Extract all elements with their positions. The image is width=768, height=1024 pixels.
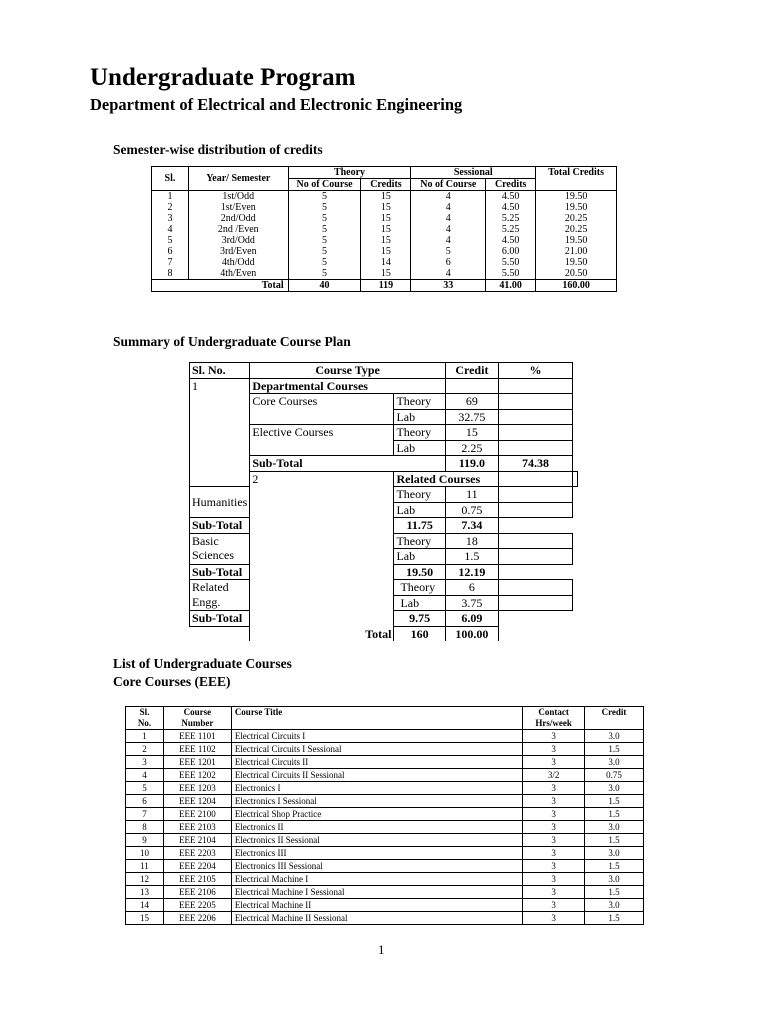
cell-course-title: Electrical Circuits II Sessional <box>231 769 522 782</box>
subtotal-label: Sub-Total <box>190 518 394 534</box>
cell-course-title: Electronics III <box>231 847 522 860</box>
table-row <box>126 743 644 756</box>
table-header-row <box>152 167 617 179</box>
total-row <box>152 280 617 292</box>
table-row <box>152 268 617 280</box>
semester-credits-table <box>151 166 617 292</box>
cell-sessional-no-of-course: 4 <box>411 235 486 246</box>
course-plan-summary-table <box>189 362 578 641</box>
table-row <box>152 235 617 246</box>
cell-year-semester: 3rd/Odd <box>188 235 288 246</box>
cell-sl: 5 <box>152 235 189 246</box>
cell-course-title: Electronics II <box>231 821 522 834</box>
total-theory-no-of-course: 40 <box>288 280 361 292</box>
cell-sessional-credits: 4.50 <box>486 202 536 213</box>
cell-contact-hrs: 3 <box>523 886 585 899</box>
cell-theory-credits: 15 <box>361 246 411 257</box>
header-contact-line2: Hrs/week <box>535 718 572 728</box>
cell-sessional-no-of-course: 4 <box>411 224 486 235</box>
cell-course-number: EEE 1203 <box>163 782 231 795</box>
cell-theory-no-of-course: 5 <box>288 246 361 257</box>
group-sl: 2 <box>250 471 394 641</box>
cell-contact-hrs: 3 <box>523 756 585 769</box>
cell-credit: 3.0 <box>585 730 644 743</box>
subtotal-credit: 19.50 <box>394 564 445 580</box>
cell-credit: 3.0 <box>585 847 644 860</box>
total-total-credits: 160.00 <box>536 280 617 292</box>
total-theory-credits: 119 <box>361 280 411 292</box>
cell-sl-no: 11 <box>126 860 164 873</box>
credit-value: 0.75 <box>445 502 498 518</box>
cell-total-credits: 19.50 <box>536 202 617 213</box>
cell-course-number: EEE 1202 <box>163 769 231 782</box>
cell-theory-credits: 15 <box>361 224 411 235</box>
cell-theory-no-of-course: 5 <box>288 202 361 213</box>
cell-sessional-credits: 5.25 <box>486 213 536 224</box>
cell-contact-hrs: 3 <box>523 743 585 756</box>
table-row <box>126 899 644 912</box>
credit-value: 69 <box>445 394 498 410</box>
total-credit: 160 <box>394 626 445 641</box>
course-category-label: Related Engg. <box>190 580 250 611</box>
cell-sl-no: 8 <box>126 821 164 834</box>
total-sessional-no-of-course: 33 <box>411 280 486 292</box>
cell-sessional-no-of-course: 4 <box>411 213 486 224</box>
cell-sl-no: 4 <box>126 769 164 782</box>
header-theory-no-of-course: No of Course <box>288 179 361 191</box>
subtotal-credit: 9.75 <box>394 611 445 627</box>
header-sl-line1: Sl. <box>139 707 150 717</box>
cell-sl-no: 3 <box>126 756 164 769</box>
cell-contact-hrs: 3 <box>523 795 585 808</box>
cell-sessional-credits: 6.00 <box>486 246 536 257</box>
subtotal-row <box>190 611 578 627</box>
theory-label: Theory <box>394 394 445 410</box>
table-row <box>126 769 644 782</box>
cell-credit: 1.5 <box>585 860 644 873</box>
cell-sessional-no-of-course: 5 <box>411 246 486 257</box>
cell-credit: 1.5 <box>585 834 644 847</box>
table-row <box>152 224 617 235</box>
cell-course-number: EEE 2104 <box>163 834 231 847</box>
cell-sessional-no-of-course: 4 <box>411 268 486 280</box>
header-credit: Credit <box>585 707 644 730</box>
page-subtitle: Department of Electrical and Electronic Engineering <box>90 95 463 114</box>
cell-course-number: EEE 2205 <box>163 899 231 912</box>
cell-year-semester: 3rd/Even <box>188 246 288 257</box>
cell-theory-no-of-course: 5 <box>288 268 361 280</box>
header-contact-hrs <box>523 707 585 730</box>
table-row <box>152 257 617 268</box>
subtotal-credit: 119.0 <box>445 456 498 472</box>
credit-value: 11 <box>445 487 498 503</box>
cell-course-title: Electrical Circuits II <box>231 756 522 769</box>
table-row <box>152 213 617 224</box>
header-sessional-no-of-course: No of Course <box>411 179 486 191</box>
course-category-label: Basic Sciences <box>190 533 250 564</box>
cell-sessional-no-of-course: 4 <box>411 202 486 213</box>
cell-sessional-no-of-course: 4 <box>411 191 486 203</box>
cell-sl-no: 1 <box>126 730 164 743</box>
cell-sl: 7 <box>152 257 189 268</box>
subtotal-percent: 12.19 <box>445 564 498 580</box>
credit-value: 15 <box>445 425 498 441</box>
theory-label: Theory <box>394 533 445 549</box>
table-row <box>126 873 644 886</box>
header-theory-credits: Credits <box>361 179 411 191</box>
total-percent: 100.00 <box>445 626 498 641</box>
table-row <box>126 912 644 925</box>
cell-sl-no: 9 <box>126 834 164 847</box>
cell-sl-no: 2 <box>126 743 164 756</box>
subtotal-row <box>190 518 578 534</box>
cell-sl-no: 5 <box>126 782 164 795</box>
cell-sl-no: 12 <box>126 873 164 886</box>
cell-course-title: Electronics I <box>231 782 522 795</box>
cell-theory-no-of-course: 5 <box>288 235 361 246</box>
course-category-label: Humanities <box>190 487 250 518</box>
course-category-label: Elective Courses <box>250 425 394 456</box>
cell-sessional-credits: 5.50 <box>486 257 536 268</box>
cell-sl-no: 14 <box>126 899 164 912</box>
header-percent: % <box>498 363 572 379</box>
cell-contact-hrs: 3 <box>523 808 585 821</box>
total-label: Total <box>152 280 289 292</box>
lab-label: Lab <box>394 549 445 565</box>
cell-course-number: EEE 2100 <box>163 808 231 821</box>
cell-sl: 2 <box>152 202 189 213</box>
table-header-row <box>126 707 644 730</box>
cell-theory-no-of-course: 5 <box>288 257 361 268</box>
cell-course-number: EEE 1102 <box>163 743 231 756</box>
cell-credit: 1.5 <box>585 886 644 899</box>
table-header-row <box>190 363 578 379</box>
cell-sessional-credits: 4.50 <box>486 191 536 203</box>
total-row <box>190 626 578 641</box>
course-list-heading: List of Undergraduate Courses <box>113 656 292 671</box>
header-course-number-line1: Course <box>183 707 212 717</box>
cell-credit: 3.0 <box>585 899 644 912</box>
cell-sl-no: 6 <box>126 795 164 808</box>
summary-section-heading: Summary of Undergraduate Course Plan <box>113 334 351 349</box>
cell-credit: 1.5 <box>585 743 644 756</box>
cell-sl-no: 13 <box>126 886 164 899</box>
header-course-number-line2: Number <box>181 718 214 728</box>
subtotal-percent: 6.09 <box>445 611 498 627</box>
cell-course-title: Electrical Circuits I <box>231 730 522 743</box>
cell-theory-credits: 15 <box>361 213 411 224</box>
header-course-type: Course Type <box>250 363 446 379</box>
table-row <box>126 782 644 795</box>
cell-year-semester: 1st/Odd <box>188 191 288 203</box>
theory-label: Theory <box>394 487 445 503</box>
cell-year-semester: 1st/Even <box>188 202 288 213</box>
credit-value: 2.25 <box>445 440 498 456</box>
cell-year-semester: 4th/Even <box>188 268 288 280</box>
credit-value: 3.75 <box>445 595 498 611</box>
cell-course-number: EEE 2106 <box>163 886 231 899</box>
cell-theory-credits: 15 <box>361 235 411 246</box>
table-row <box>152 246 617 257</box>
cell-course-number: EEE 2203 <box>163 847 231 860</box>
cell-contact-hrs: 3 <box>523 821 585 834</box>
cell-sessional-credits: 5.25 <box>486 224 536 235</box>
subtotal-row <box>190 564 578 580</box>
cell-credit: 3.0 <box>585 821 644 834</box>
cell-course-title: Electrical Machine I Sessional <box>231 886 522 899</box>
cell-course-title: Electrical Machine II <box>231 899 522 912</box>
header-year-semester: Year/ Semester <box>188 167 288 191</box>
cell-sl: 8 <box>152 268 189 280</box>
cell-course-number: EEE 2105 <box>163 873 231 886</box>
cell-theory-credits: 15 <box>361 268 411 280</box>
cell-theory-credits: 14 <box>361 257 411 268</box>
cell-total-credits: 19.50 <box>536 235 617 246</box>
cell-contact-hrs: 3 <box>523 730 585 743</box>
subtotal-percent: 74.38 <box>498 456 572 472</box>
course-category-label: Core Courses <box>250 394 394 425</box>
cell-credit: 3.0 <box>585 873 644 886</box>
subtotal-percent: 7.34 <box>445 518 498 534</box>
lab-label: Lab <box>394 502 445 518</box>
cell-contact-hrs: 3/2 <box>523 769 585 782</box>
cell-sl-no: 10 <box>126 847 164 860</box>
total-label: Total <box>190 626 394 641</box>
table-row <box>126 834 644 847</box>
core-courses-table <box>125 706 644 925</box>
credit-value: 6 <box>445 580 498 596</box>
cell-credit: 3.0 <box>585 782 644 795</box>
cell-sl: 4 <box>152 224 189 235</box>
theory-label: Theory <box>394 425 445 441</box>
credit-value: 32.75 <box>445 409 498 425</box>
group-sl: 1 <box>190 378 250 487</box>
cell-contact-hrs: 3 <box>523 899 585 912</box>
cell-course-number: EEE 1201 <box>163 756 231 769</box>
core-courses-heading: Core Courses (EEE) <box>113 674 231 689</box>
cell-credit: 1.5 <box>585 808 644 821</box>
cell-total-credits: 21.00 <box>536 246 617 257</box>
cell-credit: 1.5 <box>585 912 644 925</box>
lab-label: Lab <box>394 440 445 456</box>
group-title: Related Courses <box>394 471 498 487</box>
cell-year-semester: 2nd /Even <box>188 224 288 235</box>
cell-contact-hrs: 3 <box>523 873 585 886</box>
cell-theory-no-of-course: 5 <box>288 213 361 224</box>
header-sl-line2: No. <box>137 718 152 728</box>
cell-theory-no-of-course: 5 <box>288 224 361 235</box>
cell-total-credits: 20.25 <box>536 224 617 235</box>
cell-theory-credits: 15 <box>361 202 411 213</box>
header-sessional: Sessional <box>411 167 536 179</box>
table-row <box>126 847 644 860</box>
cell-course-title: Electrical Circuits I Sessional <box>231 743 522 756</box>
cell-theory-credits: 15 <box>361 191 411 203</box>
cell-year-semester: 4th/Odd <box>188 257 288 268</box>
header-sl-no: Sl. No. <box>190 363 250 379</box>
cell-total-credits: 20.50 <box>536 268 617 280</box>
cell-course-number: EEE 1204 <box>163 795 231 808</box>
lab-label: Lab <box>394 595 445 611</box>
cell-year-semester: 2nd/Odd <box>188 213 288 224</box>
header-course-title: Course Title <box>231 707 522 730</box>
total-sessional-credits: 41.00 <box>486 280 536 292</box>
cell-sl-no: 15 <box>126 912 164 925</box>
header-course-number <box>163 707 231 730</box>
header-contact-line1: Contact <box>538 707 569 717</box>
cell-course-number: EEE 2103 <box>163 821 231 834</box>
cell-course-title: Electrical Machine I <box>231 873 522 886</box>
cell-theory-no-of-course: 5 <box>288 191 361 203</box>
table-row <box>126 756 644 769</box>
cell-total-credits: 19.50 <box>536 191 617 203</box>
table-row <box>126 886 644 899</box>
cell-course-title: Electronics I Sessional <box>231 795 522 808</box>
subtotal-label: Sub-Total <box>190 564 394 580</box>
cell-credit: 0.75 <box>585 769 644 782</box>
header-sl-no <box>126 707 164 730</box>
cell-sl-no: 7 <box>126 808 164 821</box>
cell-sessional-credits: 5.50 <box>486 268 536 280</box>
header-sl: Sl. <box>152 167 189 191</box>
cell-course-title: Electronics III Sessional <box>231 860 522 873</box>
page-title: Undergraduate Program <box>90 64 356 91</box>
cell-course-title: Electronics II Sessional <box>231 834 522 847</box>
cell-sessional-credits: 4.50 <box>486 235 536 246</box>
credit-value: 1.5 <box>445 549 498 565</box>
group-title: Departmental Courses <box>250 378 446 394</box>
cell-sessional-no-of-course: 6 <box>411 257 486 268</box>
cell-course-number: EEE 1101 <box>163 730 231 743</box>
cell-course-number: EEE 2206 <box>163 912 231 925</box>
cell-contact-hrs: 3 <box>523 782 585 795</box>
table-row <box>126 795 644 808</box>
cell-contact-hrs: 3 <box>523 860 585 873</box>
cell-course-number: EEE 2204 <box>163 860 231 873</box>
table-row <box>126 730 644 743</box>
cell-sl: 3 <box>152 213 189 224</box>
cell-contact-hrs: 3 <box>523 834 585 847</box>
subtotal-label: Sub-Total <box>250 456 446 472</box>
cell-contact-hrs: 3 <box>523 847 585 860</box>
table-row <box>126 860 644 873</box>
cell-sl: 1 <box>152 191 189 203</box>
credit-value: 18 <box>445 533 498 549</box>
cell-sl: 6 <box>152 246 189 257</box>
page-number: 1 <box>378 942 385 957</box>
header-sessional-credits: Credits <box>486 179 536 191</box>
subtotal-credit: 11.75 <box>394 518 445 534</box>
theory-label: Theory <box>394 580 445 596</box>
cell-credit: 1.5 <box>585 795 644 808</box>
header-theory: Theory <box>288 167 411 179</box>
cell-total-credits: 19.50 <box>536 257 617 268</box>
lab-label: Lab <box>394 409 445 425</box>
cell-credit: 3.0 <box>585 756 644 769</box>
table-row <box>152 191 617 203</box>
cell-course-title: Electrical Shop Practice <box>231 808 522 821</box>
header-total-credits: Total Credits <box>536 167 617 191</box>
cell-contact-hrs: 3 <box>523 912 585 925</box>
subtotal-label: Sub-Total <box>190 611 394 627</box>
table-row <box>126 808 644 821</box>
cell-total-credits: 20.25 <box>536 213 617 224</box>
cell-course-title: Electrical Machine II Sessional <box>231 912 522 925</box>
table-row <box>152 202 617 213</box>
semester-section-heading: Semester-wise distribution of credits <box>113 142 323 157</box>
table-row <box>126 821 644 834</box>
header-credit: Credit <box>445 363 498 379</box>
table-row <box>190 378 578 394</box>
